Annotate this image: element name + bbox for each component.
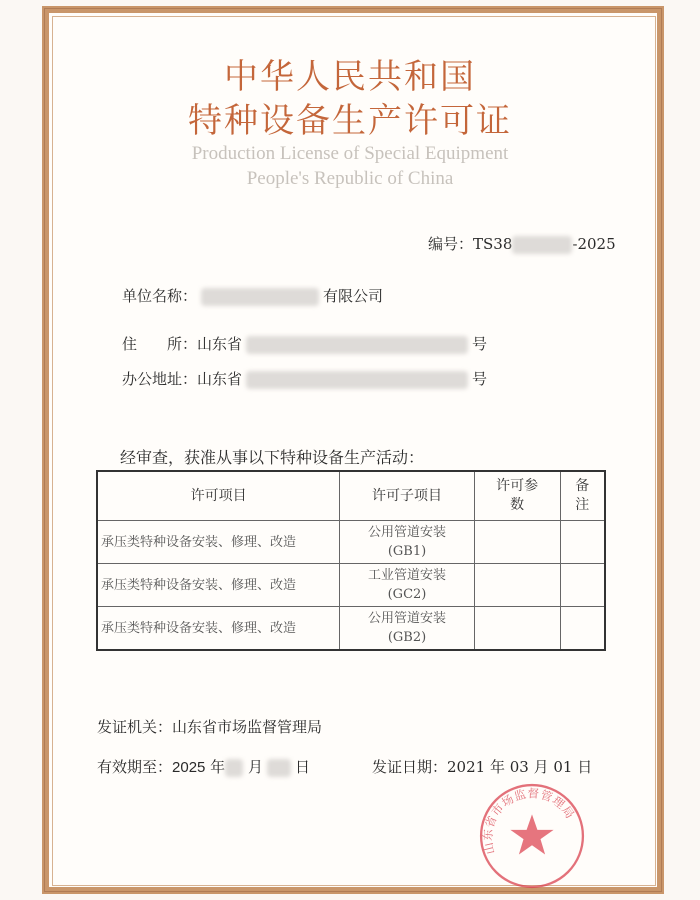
remark-cell [560, 607, 605, 651]
sub-item-name: 公用管道安装 [367, 611, 446, 626]
validity-month-unit: 月 [247, 758, 263, 776]
validity-year: 2025 [172, 759, 206, 776]
remark-cell [560, 521, 605, 564]
redacted-area [225, 759, 243, 777]
license-number-label: 编号： [428, 235, 474, 253]
parameter-cell [474, 564, 560, 607]
sub-item [340, 564, 474, 607]
table-row [97, 521, 605, 564]
license-number-prefix: TS38 [473, 235, 513, 253]
unit-name-label: 单位名称： [122, 287, 198, 305]
header-sub-item: 许可子项目 [340, 471, 474, 521]
remark-cell [560, 564, 605, 607]
office-address-row [122, 369, 487, 389]
redacted-area [246, 371, 468, 389]
title-english-country: People's Republic of China [246, 168, 454, 189]
issue-date-row [372, 757, 592, 777]
star-icon [510, 814, 553, 854]
approval-intro: 经审查，获准从事以下特种设备生产活动： [120, 448, 425, 467]
permit-table [96, 470, 606, 651]
sub-item-code: (GC2) [387, 587, 427, 602]
sub-item-name: 公用管道安装 [367, 525, 446, 540]
table-row [97, 607, 605, 651]
redacted-area [512, 236, 572, 254]
address-suffix: 号 [472, 335, 488, 353]
seal-text: 山东省市场监督管理局 [480, 786, 578, 856]
redacted-area [267, 759, 291, 777]
sub-item-code: (GB1) [387, 544, 427, 559]
address-label: 住 所： [122, 335, 198, 353]
parameter-cell [474, 521, 560, 564]
redacted-area [246, 336, 468, 354]
official-seal [478, 782, 586, 890]
issue-date-label: 发证日期： [372, 758, 448, 776]
validity-day-unit: 日 [294, 758, 310, 776]
validity-year-unit: 年 [210, 758, 226, 776]
title-country: 中华人民共和国 [224, 57, 476, 97]
license-number [428, 234, 616, 254]
license-number-suffix: -2025 [572, 235, 616, 253]
header-parameter: 许可参数 [474, 471, 560, 521]
sub-item [340, 607, 474, 651]
address-row [122, 334, 487, 354]
header-permit-item: 许可项目 [97, 471, 340, 521]
address-prefix: 山东省 [197, 335, 243, 353]
issue-date-value: 2021 年 03 月 01 日 [447, 758, 593, 776]
validity-row [97, 757, 310, 778]
parameter-cell [474, 607, 560, 651]
permit-item: 承压类特种设备安装、修理、改造 [97, 564, 340, 607]
permit-item: 承压类特种设备安装、修理、改造 [97, 521, 340, 564]
title-english: Production License of Special Equipment [191, 143, 509, 164]
office-address-prefix: 山东省 [197, 370, 243, 388]
title-license: 特种设备生产许可证 [188, 101, 512, 141]
table-header-row [97, 471, 605, 521]
sub-item [340, 521, 474, 564]
unit-name-suffix: 有限公司 [323, 287, 384, 305]
permit-item: 承压类特种设备安装、修理、改造 [97, 607, 340, 651]
office-address-suffix: 号 [472, 370, 488, 388]
issuer-row [97, 717, 322, 737]
unit-name-row [122, 286, 383, 306]
validity-label: 有效期至： [97, 758, 173, 776]
redacted-area [201, 288, 319, 306]
issuer-label: 发证机关： [97, 718, 173, 736]
sub-item-code: (GB2) [387, 630, 427, 645]
office-address-label: 办公地址： [122, 370, 198, 388]
header-remark: 备注 [560, 471, 605, 521]
sub-item-name: 工业管道安装 [367, 568, 446, 583]
issuer-value: 山东省市场监督管理局 [172, 718, 323, 736]
table-row [97, 564, 605, 607]
